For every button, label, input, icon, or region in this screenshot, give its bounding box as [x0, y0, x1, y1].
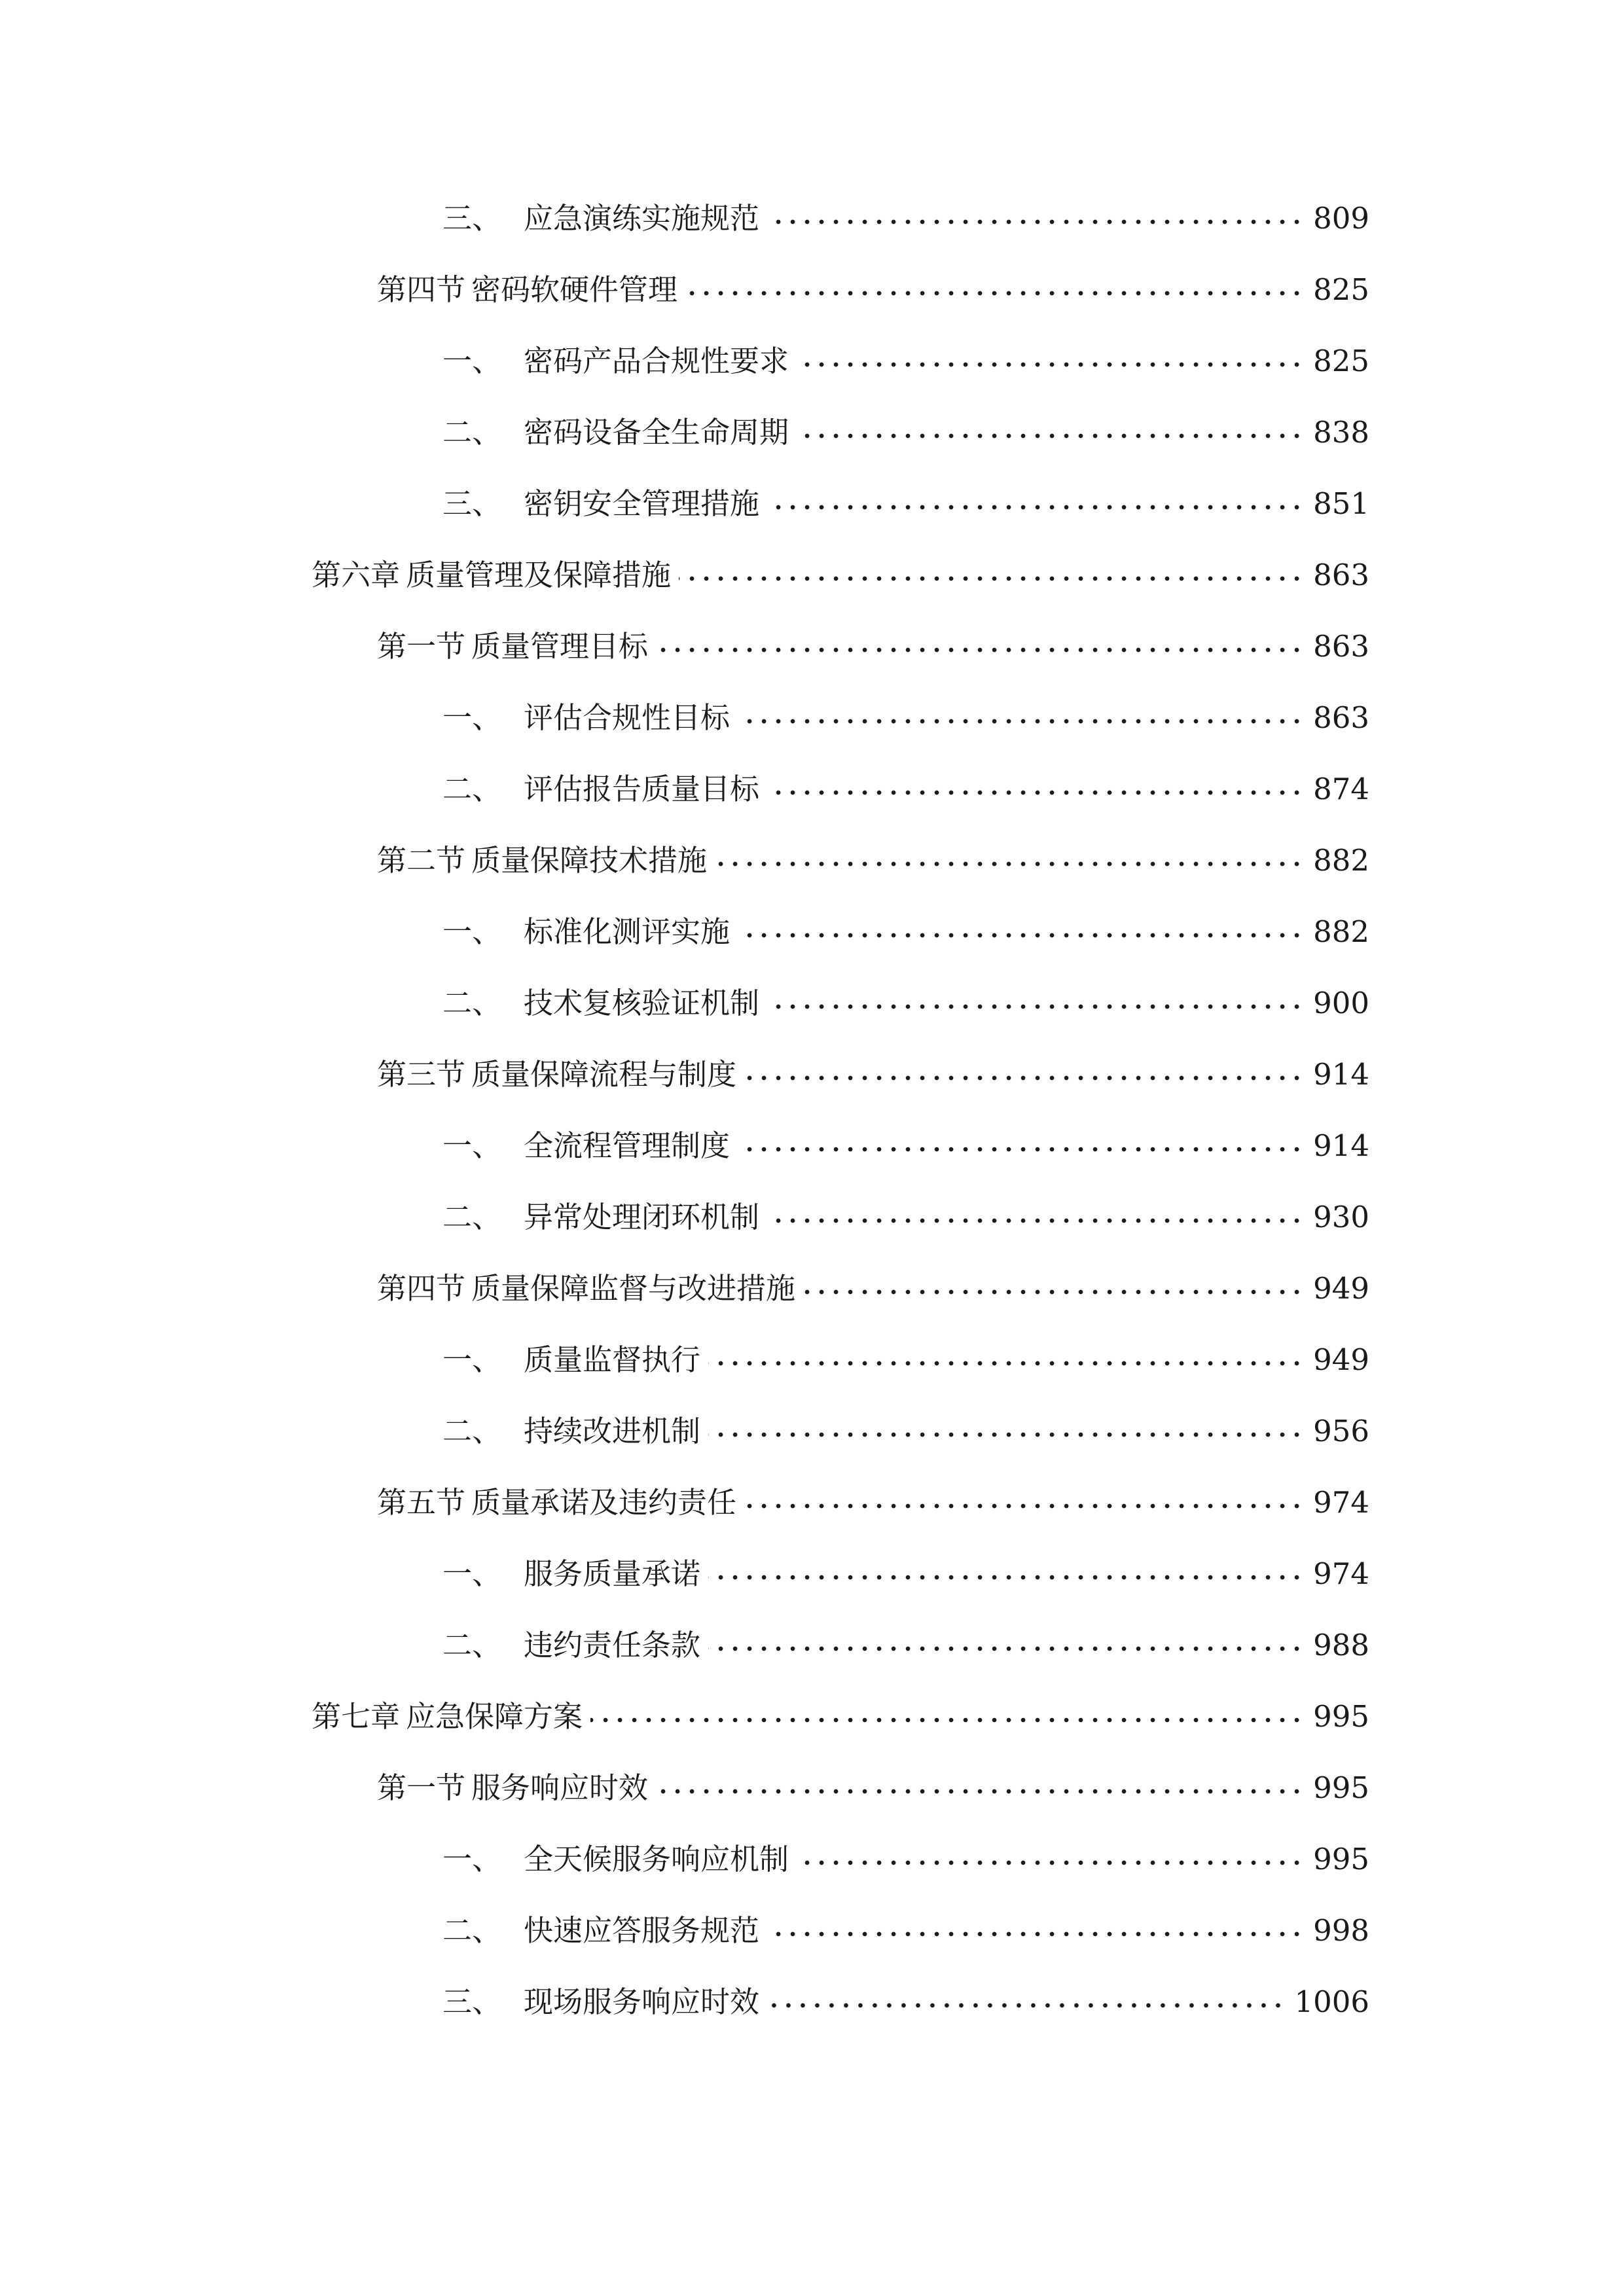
toc-entry-number: 第七章: [312, 1699, 401, 1734]
dot-leader: [744, 1495, 1304, 1513]
toc-entry-number: 一、: [442, 1128, 502, 1163]
dot-leader: [590, 1709, 1304, 1727]
toc-entry-title: 质量保障监督与改进措施: [471, 1271, 796, 1306]
toc-entry-page: 995: [1313, 1699, 1369, 1734]
toc-entry-page: 914: [1313, 1128, 1369, 1163]
toc-entry-page: 900: [1313, 986, 1369, 1020]
toc-entry-number: 第一节: [377, 1770, 466, 1805]
toc-entry[interactable]: [377, 841, 1369, 880]
toc-entry[interactable]: [442, 484, 1369, 524]
toc-entry-page: 838: [1313, 415, 1369, 450]
toc-entry-number: 第六章: [312, 558, 401, 592]
toc-entry-number: 第三节: [377, 1057, 466, 1092]
toc-entry-title: 持续改进机制: [524, 1414, 701, 1448]
toc-entry[interactable]: [442, 1198, 1369, 1237]
toc-entry-page: 998: [1313, 1913, 1369, 1948]
toc-entry-title: 应急演练实施规范: [524, 201, 760, 236]
dot-leader: [656, 639, 1304, 657]
toc-entry-number: 第五节: [377, 1485, 466, 1520]
toc-entry[interactable]: [442, 1982, 1369, 2022]
toc-entry-title: 违约责任条款: [524, 1628, 701, 1662]
toc-entry-title: 异常处理闭环机制: [524, 1200, 760, 1234]
toc-entry-number: 一、: [442, 700, 502, 735]
toc-entry-page: 863: [1313, 558, 1369, 592]
toc-entry-number: 第一节: [377, 629, 466, 664]
toc-entry-page: 949: [1313, 1342, 1369, 1377]
toc-entry-page: 863: [1313, 700, 1369, 735]
toc-entry[interactable]: [442, 1911, 1369, 1950]
toc-entry-number: 二、: [442, 986, 502, 1020]
toc-entry-number: 第四节: [377, 1271, 466, 1306]
toc-entry-number: 三、: [442, 486, 502, 521]
toc-entry[interactable]: [442, 342, 1369, 381]
toc-entry[interactable]: [377, 627, 1369, 666]
dot-leader: [767, 1923, 1304, 1941]
toc-entry[interactable]: [312, 556, 1369, 595]
toc-entry-title: 服务质量承诺: [524, 1556, 701, 1591]
toc-entry-page: 863: [1313, 629, 1369, 664]
dot-leader: [767, 1994, 1285, 2013]
toc-entry-title: 标准化测评实施: [524, 914, 731, 949]
toc-entry-number: 一、: [442, 1342, 502, 1377]
toc-entry-page: 874: [1313, 772, 1369, 806]
toc-entry[interactable]: [377, 1055, 1369, 1094]
toc-entry-page: 809: [1313, 201, 1369, 236]
toc-entry[interactable]: [312, 1697, 1369, 1736]
toc-entry-title: 质量保障流程与制度: [471, 1057, 737, 1092]
toc-entry[interactable]: [442, 1626, 1369, 1665]
toc-entry-number: 二、: [442, 772, 502, 806]
toc-entry-title: 全流程管理制度: [524, 1128, 731, 1163]
toc-entry[interactable]: [442, 1340, 1369, 1380]
toc-entry-page: 949: [1313, 1271, 1369, 1306]
toc-entry-page: 988: [1313, 1628, 1369, 1662]
dot-leader: [738, 710, 1304, 728]
toc-entry-title: 全天候服务响应机制: [524, 1842, 789, 1876]
dot-leader: [767, 996, 1304, 1014]
toc-entry-number: 一、: [442, 1842, 502, 1876]
toc-entry[interactable]: [442, 770, 1369, 809]
dot-leader: [656, 1780, 1304, 1799]
toc-entry-number: 第二节: [377, 843, 466, 878]
toc-entry-page: 995: [1313, 1770, 1369, 1805]
toc-entry-title: 评估报告质量目标: [524, 772, 760, 806]
toc-entry-page: 995: [1313, 1842, 1369, 1876]
toc-entry-title: 快速应答服务规范: [524, 1913, 760, 1948]
toc-entry-page: 930: [1313, 1200, 1369, 1234]
toc-entry[interactable]: [377, 1269, 1369, 1308]
toc-entry-title: 应急保障方案: [406, 1699, 583, 1734]
toc-entry[interactable]: [442, 1840, 1369, 1879]
dot-leader: [708, 1566, 1304, 1585]
dot-leader: [685, 282, 1304, 300]
toc-entry-title: 密码软硬件管理: [471, 272, 678, 307]
toc-entry-page: 974: [1313, 1485, 1369, 1520]
dot-leader: [679, 567, 1304, 586]
toc-entry-page: 974: [1313, 1556, 1369, 1591]
dot-leader: [767, 781, 1304, 800]
toc-entry-page: 825: [1313, 272, 1369, 307]
toc-entry[interactable]: [442, 199, 1369, 238]
toc-entry[interactable]: [442, 984, 1369, 1023]
dot-leader: [715, 853, 1304, 871]
toc-entry-number: 二、: [442, 1628, 502, 1662]
toc-entry[interactable]: [442, 413, 1369, 452]
toc-entry-title: 现场服务响应时效: [524, 1984, 760, 2019]
toc-entry-number: 一、: [442, 344, 502, 378]
dot-leader: [708, 1352, 1304, 1371]
toc-entry-number: 二、: [442, 1200, 502, 1234]
toc-entry-number: 二、: [442, 1913, 502, 1948]
toc-entry[interactable]: [442, 1126, 1369, 1166]
toc-entry-number: 一、: [442, 1556, 502, 1591]
toc-entry-page: 882: [1313, 914, 1369, 949]
dot-leader: [797, 425, 1304, 443]
toc-entry[interactable]: [442, 698, 1369, 738]
dot-leader: [797, 353, 1304, 372]
toc-entry-title: 服务响应时效: [471, 1770, 649, 1805]
toc-entry[interactable]: [442, 1412, 1369, 1451]
toc-entry[interactable]: [377, 1483, 1369, 1522]
toc-entry-title: 质量管理目标: [471, 629, 649, 664]
dot-leader: [803, 1281, 1304, 1299]
dot-leader: [708, 1638, 1304, 1656]
toc-entry-page: 1006: [1294, 1984, 1369, 2019]
dot-leader: [708, 1424, 1304, 1442]
dot-leader: [738, 1138, 1304, 1157]
toc-entry-page: 914: [1313, 1057, 1369, 1092]
toc-entry-title: 技术复核验证机制: [524, 986, 760, 1020]
toc-entry-title: 密钥安全管理措施: [524, 486, 760, 521]
toc-entry-number: 一、: [442, 914, 502, 949]
dot-leader: [797, 1852, 1304, 1870]
toc-entry[interactable]: [442, 1554, 1369, 1594]
toc-entry-number: 第四节: [377, 272, 466, 307]
toc-entry-number: 三、: [442, 201, 502, 236]
toc-entry-page: 956: [1313, 1414, 1369, 1448]
toc-entry[interactable]: [377, 1768, 1369, 1808]
toc-entry-page: 825: [1313, 344, 1369, 378]
toc-entry-title: 密码设备全生命周期: [524, 415, 789, 450]
toc-entry-title: 评估合规性目标: [524, 700, 731, 735]
toc-entry-title: 质量保障技术措施: [471, 843, 708, 878]
toc-entry-page: 882: [1313, 843, 1369, 878]
toc-entry[interactable]: [442, 912, 1369, 952]
toc-entry-title: 质量管理及保障措施: [406, 558, 672, 592]
toc-entry-number: 二、: [442, 415, 502, 450]
toc-entry-title: 密码产品合规性要求: [524, 344, 789, 378]
dot-leader: [767, 211, 1304, 229]
dot-leader: [744, 1067, 1304, 1085]
toc-entry-page: 851: [1313, 486, 1369, 521]
toc-entry-number: 三、: [442, 1984, 502, 2019]
toc-entry-number: 二、: [442, 1414, 502, 1448]
toc-entry-title: 质量承诺及违约责任: [471, 1485, 737, 1520]
dot-leader: [767, 496, 1304, 514]
dot-leader: [738, 924, 1304, 942]
toc-entry[interactable]: [377, 270, 1369, 310]
dot-leader: [767, 1210, 1304, 1228]
toc-entry-title: 质量监督执行: [524, 1342, 701, 1377]
